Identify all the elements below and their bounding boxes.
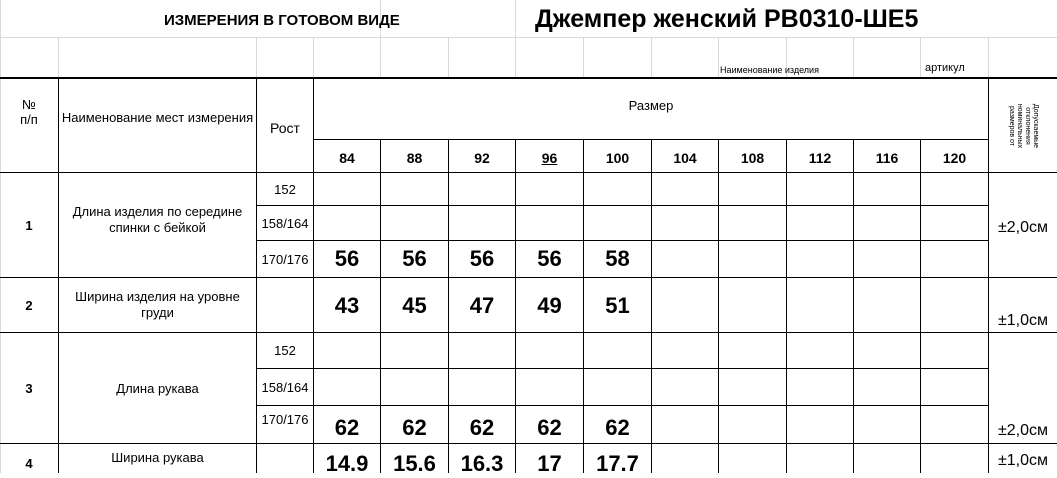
gridline xyxy=(583,37,584,77)
table-hline xyxy=(0,172,1057,173)
size-120: 120 xyxy=(942,149,967,166)
row-1-name: Длина изделия по середине спинки с бейкой xyxy=(72,204,243,235)
product-title: Джемпер женский PB0310-ШЕ5 xyxy=(535,5,919,33)
row-1-value-96: 56 xyxy=(537,246,562,271)
row-2-value-96: 49 xyxy=(537,293,562,318)
size-108: 108 xyxy=(740,149,765,166)
row-4-tolerance: ±1,0см xyxy=(997,452,1049,469)
row-3-height-2: 158/164 xyxy=(261,379,309,395)
row-4-name: Ширина рукава xyxy=(111,449,204,465)
row-2-value-88: 45 xyxy=(402,293,427,318)
row-1-height-3: 170/176 xyxy=(261,251,309,267)
size-88: 88 xyxy=(406,149,423,166)
gridline xyxy=(313,37,314,77)
row-1-value-88: 56 xyxy=(402,246,427,271)
row-4-number: 4 xyxy=(25,455,33,471)
size-100: 100 xyxy=(605,149,630,166)
gridline xyxy=(448,37,449,77)
size-116: 116 xyxy=(875,149,899,166)
gridline xyxy=(718,37,719,77)
size-92: 92 xyxy=(474,149,490,166)
row-2-number: 2 xyxy=(25,297,33,313)
row-1-height-1: 152 xyxy=(274,181,296,197)
row-3-number: 3 xyxy=(25,380,33,396)
gridline xyxy=(256,37,257,77)
row-4-value-96: 17 xyxy=(537,451,562,476)
row-3-value-96: 62 xyxy=(537,415,562,440)
table-vline xyxy=(920,139,921,473)
row-3-value-84: 62 xyxy=(334,415,360,440)
size-112: 112 xyxy=(808,149,832,166)
row-2-name: Ширина изделия на уровне груди xyxy=(75,289,240,320)
table-hline xyxy=(256,205,988,206)
gridline xyxy=(988,37,989,77)
row-1-number: 1 xyxy=(25,217,33,233)
row-2-value-84: 43 xyxy=(334,293,360,318)
row-4-value-92: 16.3 xyxy=(460,451,504,476)
row-3-value-92: 62 xyxy=(469,415,495,440)
gridline xyxy=(58,37,59,77)
row-1-tolerance: ±2,0см xyxy=(997,219,1049,236)
table-hline xyxy=(256,405,988,406)
row-2-value-92: 47 xyxy=(469,293,495,318)
table-vline xyxy=(786,139,787,473)
gridline xyxy=(515,37,516,77)
product-name-label: Наименование изделия xyxy=(720,65,819,75)
gridline xyxy=(651,37,652,77)
sheet-title: ИЗМЕРЕНИЯ В ГОТОВОМ ВИДЕ xyxy=(164,12,400,29)
gridline xyxy=(380,37,381,77)
size-96: 96 xyxy=(541,149,558,166)
gridline xyxy=(0,37,1057,38)
row-3-value-88: 62 xyxy=(402,415,427,440)
article-label: артикул xyxy=(925,62,965,74)
size-84: 84 xyxy=(339,149,355,166)
row-4-value-88: 15.6 xyxy=(393,451,436,476)
row-4-value-100: 17.7 xyxy=(596,451,639,476)
column-header-tolerance xyxy=(989,80,1057,172)
row-3-tolerance: ±2,0см xyxy=(997,422,1049,439)
row-1-height-2: 158/164 xyxy=(261,215,309,231)
row-1-value-100: 58 xyxy=(605,246,630,271)
gridline xyxy=(515,0,516,37)
column-header-height: Рост xyxy=(270,120,300,136)
table-hline xyxy=(256,368,988,369)
row-1-value-84: 56 xyxy=(334,246,360,271)
row-1-value-92: 56 xyxy=(469,246,495,271)
number-label-line2: п/п xyxy=(20,112,38,127)
column-header-number xyxy=(0,92,58,132)
column-header-name: Наименование мест измерения xyxy=(61,110,254,125)
number-label-line1: № xyxy=(22,97,36,112)
row-3-name: Длина рукава xyxy=(116,380,199,396)
gridline xyxy=(853,37,854,77)
row-4-value-84: 14.9 xyxy=(325,451,369,476)
row-3-value-100: 62 xyxy=(605,415,630,440)
row-2-value-100: 51 xyxy=(605,293,630,318)
table-vline xyxy=(651,139,652,473)
table-hline xyxy=(313,139,988,140)
size-104: 104 xyxy=(673,149,697,166)
tolerance-header-text: Допускаемые отклонения номинальных размеров от xyxy=(1008,103,1039,149)
row-3-height-1: 152 xyxy=(274,343,296,358)
gridline xyxy=(920,37,921,77)
row-3-height-3: 170/176 xyxy=(261,412,309,427)
row-2-tolerance: ±1,0см xyxy=(997,312,1049,329)
table-vline xyxy=(718,139,719,473)
header-rule xyxy=(0,77,1057,79)
table-vline xyxy=(853,139,854,473)
column-header-size: Размер xyxy=(628,97,674,113)
table-hline xyxy=(0,277,1057,278)
